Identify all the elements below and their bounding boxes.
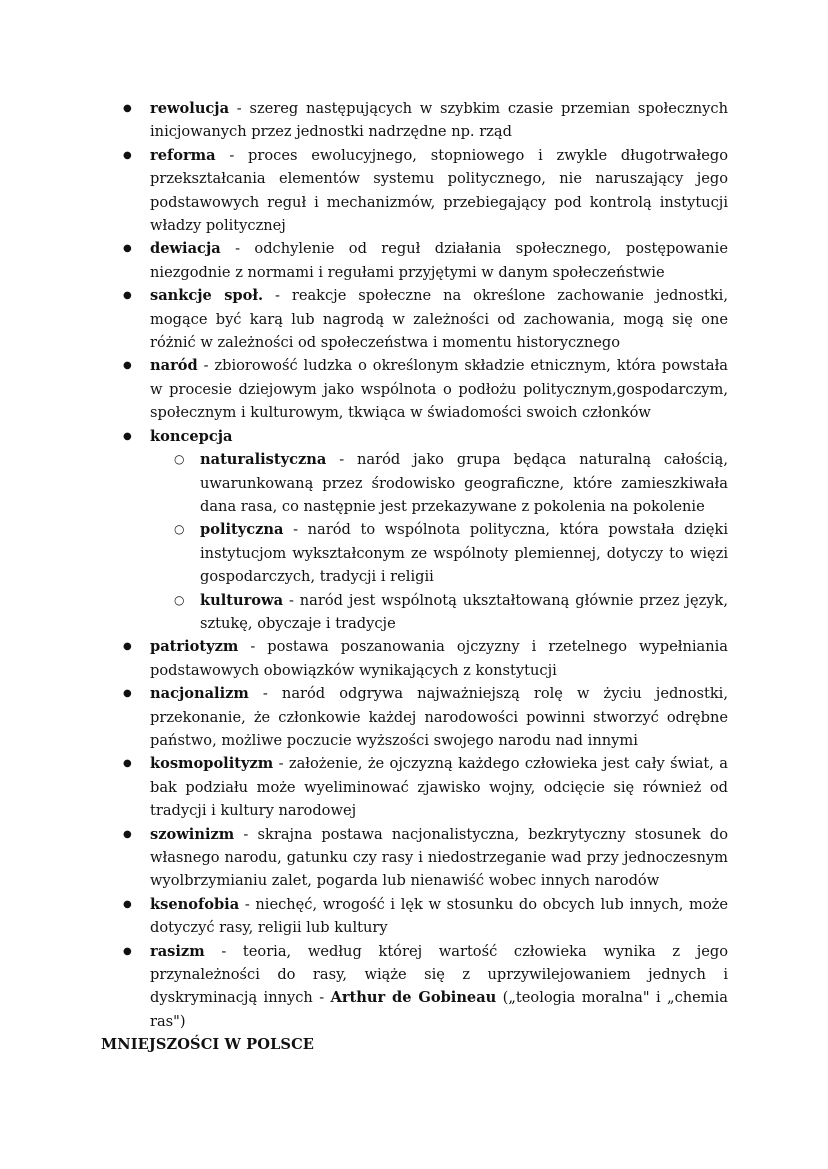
author-works: („teologia moralna" i „chemia ras") (150, 989, 728, 1030)
list-item (150, 237, 728, 284)
definition: - teoria, według której wartość człowieka wynika z jego przynależności do rasy, wiąże się z uprzywilejowaniem jednych i dyskryminacją innych - (150, 942, 728, 1007)
term: kulturowa (200, 591, 284, 609)
list-item (150, 940, 728, 1034)
definition: - naród jako grupa będąca naturalną całością, uwarunkowaną przez środowisko geograficzne, które zamieszkiwała dana rasa, co następnie jest przekazywane z pokolenia na pokolenie (200, 451, 728, 515)
definition: - odchylenie od reguł działania społecznego, postępowanie niezgodnie z normami i regułami przyjętymi w danym społeczeństwie (150, 240, 728, 281)
definition: - niechęć, wrogość i lęk w stosunku do obcych lub innych, może dotyczyć rasy, religii lub kultury (150, 895, 728, 937)
list-item (150, 823, 728, 893)
list-item (150, 97, 728, 144)
sub-list-item (200, 518, 728, 588)
definition: - naród jest wspólnotą ukształtowaną głównie przez język, sztukę, obyczaje i tradycje (200, 591, 728, 632)
term: rasizm (150, 942, 205, 960)
definition: - reakcje społeczne na określone zachowanie jednostki, mogące być karą lub nagrodą w zależności od zachowania, mogą się one różnić w zależności od społeczeństwa i momentu historycznego (150, 287, 728, 352)
list-item (150, 752, 728, 822)
list-item (150, 425, 728, 636)
term: naturalistyczna (200, 451, 327, 469)
list-item (150, 893, 728, 940)
list-item (150, 354, 728, 424)
term: ksenofobia (150, 895, 240, 913)
author-name: Arthur de Gobineau (330, 989, 497, 1007)
term: sankcje społ. (150, 287, 264, 305)
list-item (150, 682, 728, 752)
sub-list-item (200, 589, 728, 636)
definition: - proces ewolucyjnego, stopniowego i zwykle długotrwałego przekształcania elementów systemu politycznego, nie naruszający jego podstawowych reguł i mechanizmów, przebiegający pod kontrolą instytucji władzy politycznej (150, 146, 728, 235)
definition: - zbiorowość ludzka o określonym składzie etnicznym, która powstała w procesie dziejowym jako wspólnota o podłożu politycznym,gospodarczym, społecznym i kulturowym, tkwiąca w świadomości swoich członków (150, 357, 728, 422)
term: rewolucja (150, 100, 230, 117)
term: koncepcja (150, 427, 233, 445)
sub-list (150, 448, 728, 635)
definition: - naród to wspólnota polityczna, która powstała dzięki instytucjom wykształconym ze wspólnoty plemiennej, dotyczy to więzi gospodarczych, tradycji i religii (200, 521, 728, 586)
term: dewiacja (150, 240, 221, 258)
definition: - postawa poszanowania ojczyzny i rzetelnego wypełniania podstawowych obowiązków wynikających z konstytucji (150, 638, 728, 679)
definition: - skrajna postawa nacjonalistyczna, bezkrytyczny stosunek do własnego narodu, gatunku czy rasy i niedostrzeganie wad przy jednoczesnym wyolbrzymianiu zalet, pogarda lub nienawiść wobec innych narodów (150, 825, 728, 890)
sub-list-item (200, 448, 728, 518)
definition-list (150, 97, 728, 1033)
term: polityczna (200, 521, 284, 539)
term: szowinizm (150, 825, 235, 843)
section-heading: MNIEJSZOŚCI W POLSCE (101, 1036, 315, 1053)
term: patriotyzm (150, 638, 239, 656)
definition: - założenie, że ojczyzną każdego człowieka jest cały świat, a bak podziału może wyeliminować zjawisko wojny, odcięcie się również od tradycji i kultury narodowej (150, 755, 728, 820)
definition: - szereg następujących w szybkim czasie przemian społecznych inicjowanych przez jednostki nadrzędne np. rząd (150, 100, 728, 141)
term: reforma (150, 146, 216, 164)
list-item (150, 635, 728, 682)
term: nacjonalizm (150, 685, 249, 703)
term: naród (150, 357, 198, 375)
term: kosmopolityzm (150, 755, 274, 773)
list-item (150, 284, 728, 354)
list-item (150, 144, 728, 238)
definition: - naród odgrywa najważniejszą rolę w życiu jednostki, przekonanie, że członkowie każdej narodowości powinni stworzyć odrębne państwo, możliwe poczucie wyższości swojego narodu nad innymi (150, 685, 728, 749)
